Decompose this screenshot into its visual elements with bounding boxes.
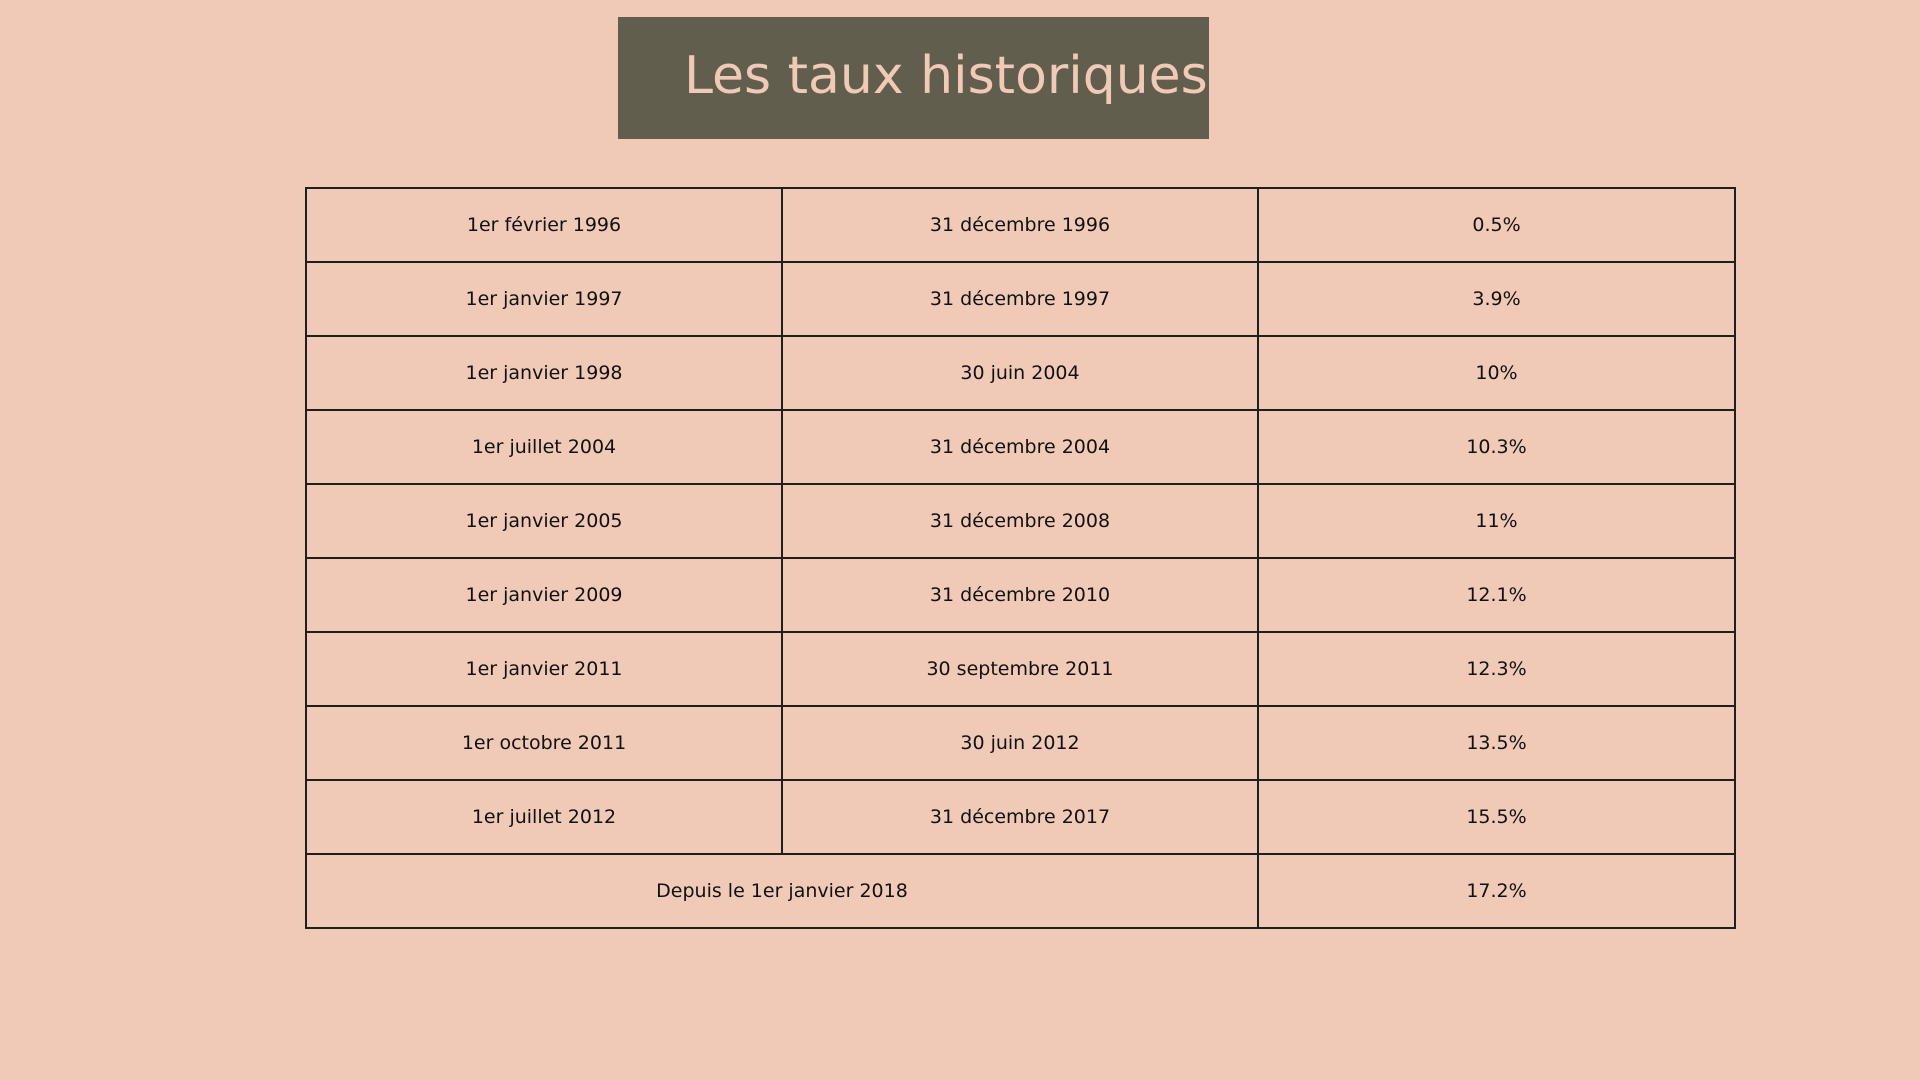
start-date-cell: 1er janvier 1997 [306,262,782,336]
rate-cell: 10% [1258,336,1735,410]
table-row [306,780,1735,854]
rate-cell: 15.5% [1258,780,1735,854]
rates-table [305,187,1736,929]
rate-cell: 11% [1258,484,1735,558]
start-date-cell: 1er février 1996 [306,188,782,262]
start-date-cell: 1er octobre 2011 [306,706,782,780]
table-row [306,484,1735,558]
title-banner [618,17,1209,139]
end-date-cell: 30 juin 2004 [782,336,1258,410]
table-row [306,706,1735,780]
end-date-cell: 30 septembre 2011 [782,632,1258,706]
start-date-cell: 1er janvier 2005 [306,484,782,558]
rate-cell: 12.1% [1258,558,1735,632]
start-date-cell: 1er janvier 1998 [306,336,782,410]
slide-title: Les taux historiques [684,46,1208,106]
rate-cell: 13.5% [1258,706,1735,780]
start-date-cell: 1er juillet 2004 [306,410,782,484]
end-date-cell: 31 décembre 2010 [782,558,1258,632]
rate-cell: 17.2% [1258,854,1735,928]
end-date-cell: 31 décembre 1997 [782,262,1258,336]
table-row [306,558,1735,632]
end-date-cell: 31 décembre 2017 [782,780,1258,854]
start-date-cell: 1er juillet 2012 [306,780,782,854]
table-row [306,632,1735,706]
end-date-cell: 31 décembre 2004 [782,410,1258,484]
table-row [306,188,1735,262]
rate-cell: 3.9% [1258,262,1735,336]
period-cell: Depuis le 1er janvier 2018 [306,854,1258,928]
table-row [306,410,1735,484]
start-date-cell: 1er janvier 2011 [306,632,782,706]
table-row [306,336,1735,410]
table-row-last [306,854,1735,928]
rate-cell: 10.3% [1258,410,1735,484]
table-row [306,262,1735,336]
rate-cell: 0.5% [1258,188,1735,262]
start-date-cell: 1er janvier 2009 [306,558,782,632]
end-date-cell: 30 juin 2012 [782,706,1258,780]
end-date-cell: 31 décembre 1996 [782,188,1258,262]
rate-cell: 12.3% [1258,632,1735,706]
end-date-cell: 31 décembre 2008 [782,484,1258,558]
